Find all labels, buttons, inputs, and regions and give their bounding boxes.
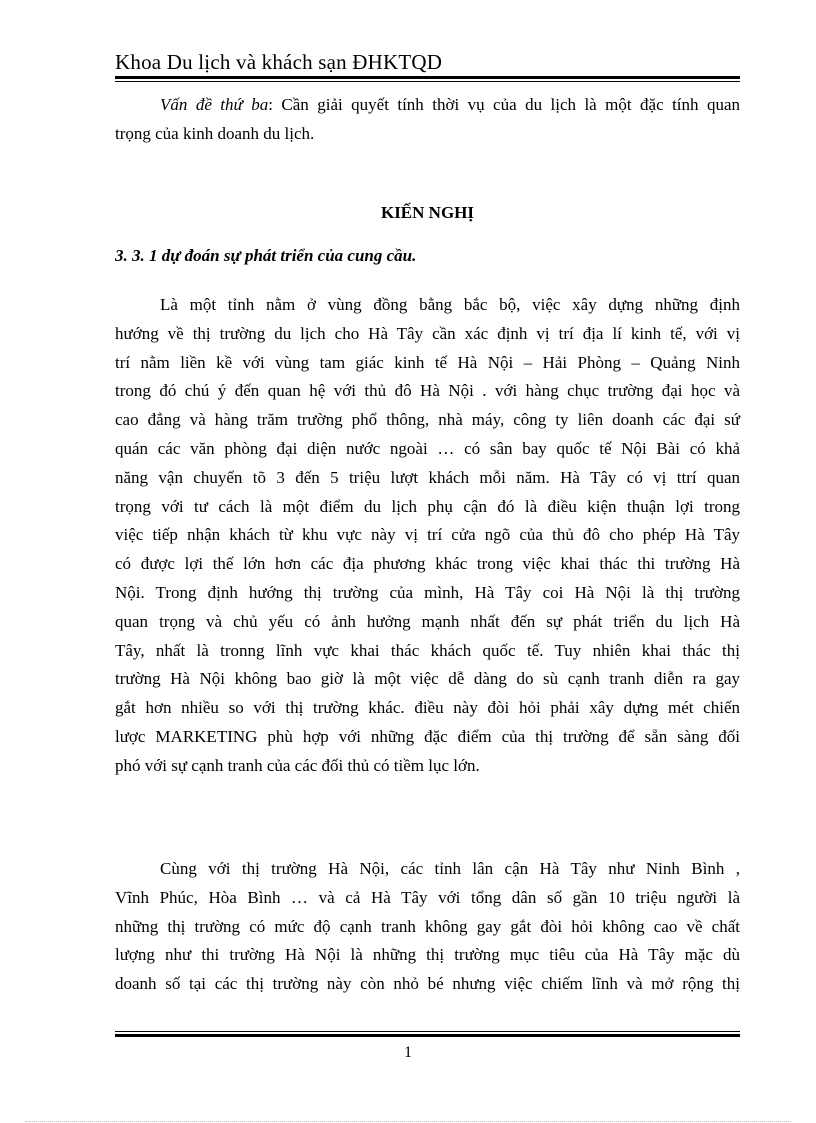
- paragraph-line: Là một tỉnh nằm ở vùng đồng bằng bắc bộ, việc xây dựng những định: [160, 295, 740, 314]
- intro-line-2: trọng của kinh doanh du lịch.: [115, 123, 315, 143]
- paragraph-line: năng vận chuyển tõ 3 đến 5 triệu lượt khách mỗi năm. Hà Tây có vị ttrí quan: [115, 467, 740, 487]
- footer-rule-thin: [115, 1031, 740, 1032]
- paragraph-line: doanh số tại các thị trường này còn nhỏ bé nhưng việc chiếm lĩnh và mở rộng thị: [115, 974, 740, 994]
- section-heading: KIẾN NGHỊ: [380, 203, 475, 222]
- paragraph-line: Cùng với thị trường Hà Nội, các tỉnh lân cận Hà Tây như Ninh Bình ,: [160, 859, 740, 878]
- paragraph-line: quán các văn phòng đại diện nước ngoài … có sân bay quốc tế Nội Bài có khả: [115, 438, 740, 458]
- paragraph-line: hướng về thị trường du lịch cho Hà Tây cần xác định vị trí địa lí kinh tế, với vị: [115, 323, 740, 343]
- paragraph-line: trường Hà Nội không bao giờ là một việc dễ dàng do sù cạnh tranh diễn ra gay: [115, 669, 740, 689]
- paragraph-line: việc tiếp nhận khách từ khu vực này vị trí cửa ngõ của thủ đô cho phép Hà Tây: [115, 525, 740, 545]
- paragraph-line: trong đó chú ý đến quan hệ với thủ đô Hà Nội . với hàng chục trường đại học và: [115, 381, 740, 401]
- header-rule-thin: [115, 81, 740, 82]
- intro-label: Vấn đề thứ ba: [160, 95, 269, 114]
- intro-line-1-text: : Cần giải quyết tính thời vụ của du lịch là một đặc tính quan: [268, 95, 740, 114]
- page-header-title: Khoa Du lịch và khách sạn ĐHKTQD: [115, 50, 443, 74]
- paragraph-line: phó với sự cạnh tranh của các đối thủ có tiềm lục lớn.: [115, 755, 480, 775]
- paragraph-line: cao đẳng và hàng trăm trường phổ thông, nhà máy, công ty liên doanh các đại sứ: [115, 410, 740, 430]
- paragraph-line: lượng như thi trường Hà Nội là những thị trường mục tiêu của Hà Tây mặc dù: [115, 945, 740, 965]
- header-rule-thick: [115, 76, 740, 79]
- paragraph-2: [115, 855, 740, 999]
- paragraph-line: trọng với tư cách là một điểm du lịch phụ cận đó là điều kiện thuận lợi trong: [115, 496, 740, 516]
- page-number: 1: [404, 1044, 412, 1061]
- subsection-heading: 3. 3. 1 dự đoán sự phát triển của cung cầu.: [115, 246, 417, 265]
- paragraph-line: có được lợi thế lớn hơn các địa phương khác trong việc khai thác thi trường Hà: [115, 554, 740, 574]
- paragraph-line: trí nằm liền kề với vùng tam giác kinh tế Hà Nội – Hải Phòng – Quảng Ninh: [115, 352, 740, 372]
- intro-line-1: [115, 91, 740, 120]
- paragraph-line: Nội. Trong định hướng thị trường của mình, Hà Tây coi Hà Nội là thị trường: [115, 582, 740, 602]
- intro-paragraph: [115, 91, 740, 149]
- page-bottom-dotted-border: [25, 1121, 791, 1122]
- footer-rule-thick: [115, 1034, 740, 1037]
- paragraph-line: gắt hơn nhiều so với thị trường khác. điều này đòi hỏi phải xây dựng mét chiến: [115, 698, 740, 718]
- paragraph-1: [115, 291, 740, 781]
- paragraph-line: Tây, nhất là tronng lĩnh vực khai thác khách quốc tế. Tuy nhiên khai thác thị: [115, 640, 740, 660]
- paragraph-line: lược MARKETING phù hợp với những đặc điểm của thị trường để sẵn sàng đối: [115, 726, 740, 746]
- paragraph-line: quan trọng và chủ yếu có ảnh hưởng mạnh nhất đến sự phát triển du lịch Hà: [115, 611, 740, 631]
- paragraph-line: những thị trường có mức độ cạnh tranh không gay gắt đòi hỏi không cao về chất: [115, 916, 740, 936]
- paragraph-line: Vĩnh Phúc, Hòa Bình … và cả Hà Tây với tổng dân số gần 10 triệu người là: [115, 887, 740, 907]
